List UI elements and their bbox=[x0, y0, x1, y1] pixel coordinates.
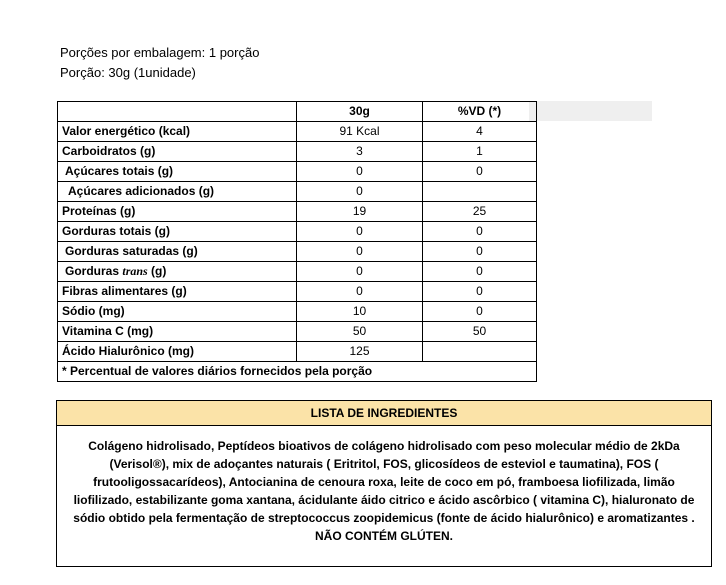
nutrition-table bbox=[57, 101, 537, 382]
nutrient-name: Gorduras saturadas (g) bbox=[58, 242, 297, 262]
nutrient-daily-value: 0 bbox=[423, 162, 537, 182]
nutrient-name: Proteínas (g) bbox=[58, 202, 297, 222]
ingredients-list: Colágeno hidrolisado, Peptídeos bioativos de colágeno hidrolisado com peso molecular médio de 2kDa (Verisol®), mix de adoçantes naturais ( Eritritol, FOS, glicosídeos de esteviol e taumatina), FOS ( frutooligossacarídeos), Antocianina de cenoura roxa, leite de coco em pó, framboesa liofilizada, limão liofilizado, estabilizante goma xantana, ácidulante áido citrico e ácido ascôrbico ( vitamina C), hialuronato de sódio obtido pela fermentação de streptococcus zoopidemicus (fonte de ácido hialurônico) e aromatizantes . bbox=[73, 439, 695, 525]
servings-per-package: Porções por embalagem: 1 porção bbox=[60, 45, 260, 60]
table-row bbox=[58, 122, 537, 142]
nutrient-name: Gorduras totais (g) bbox=[58, 222, 297, 242]
nutrient-value: 0 bbox=[297, 162, 423, 182]
header-portion: 30g bbox=[297, 102, 423, 122]
nutrient-name-prefix: Gorduras bbox=[65, 264, 123, 278]
nutrient-daily-value: 4 bbox=[423, 122, 537, 142]
nutrient-name-trans: trans bbox=[122, 264, 148, 278]
nutrient-value: 0 bbox=[297, 182, 423, 202]
nutrient-value: 50 bbox=[297, 322, 423, 342]
nutrient-name: Ácido Hialurônico (mg) bbox=[58, 342, 297, 362]
nutrient-name: Açúcares totais (g) bbox=[58, 162, 297, 182]
nutrient-value: 0 bbox=[297, 242, 423, 262]
nutrient-value: 3 bbox=[297, 142, 423, 162]
nutrient-name-suffix: (g) bbox=[147, 264, 167, 278]
nutrient-value: 91 Kcal bbox=[297, 122, 423, 142]
table-row bbox=[58, 282, 537, 302]
nutrient-name: Valor energético (kcal) bbox=[58, 122, 297, 142]
nutrient-daily-value: 25 bbox=[423, 202, 537, 222]
nutrient-daily-value: 0 bbox=[423, 262, 537, 282]
table-footnote-row bbox=[58, 362, 537, 382]
table-row bbox=[58, 302, 537, 322]
nutrient-value: 19 bbox=[297, 202, 423, 222]
nutrient-daily-value: 0 bbox=[423, 222, 537, 242]
nutrient-name: Sódio (mg) bbox=[58, 302, 297, 322]
nutrient-value: 0 bbox=[297, 222, 423, 242]
portion-size: Porção: 30g (1unidade) bbox=[60, 65, 196, 80]
table-footnote: * Percentual de valores diários fornecidos pela porção bbox=[58, 362, 537, 382]
table-row bbox=[58, 142, 537, 162]
nutrient-value: 0 bbox=[297, 262, 423, 282]
ingredients-header: LISTA DE INGREDIENTES bbox=[57, 401, 711, 426]
nutrient-name: Vitamina C (mg) bbox=[58, 322, 297, 342]
nutrient-name: Açúcares adicionados (g) bbox=[58, 182, 297, 202]
nutrient-daily-value: 0 bbox=[423, 282, 537, 302]
nutrient-daily-value: 0 bbox=[423, 302, 537, 322]
table-row bbox=[58, 322, 537, 342]
table-row bbox=[58, 182, 537, 202]
gluten-statement: NÃO CONTÉM GLÚTEN. bbox=[315, 529, 453, 543]
ingredients-box bbox=[56, 400, 712, 567]
nutrient-value: 10 bbox=[297, 302, 423, 322]
table-row bbox=[58, 342, 537, 362]
table-row bbox=[58, 162, 537, 182]
ingredients-text-block bbox=[57, 426, 711, 545]
table-row bbox=[58, 202, 537, 222]
nutrient-value: 0 bbox=[297, 282, 423, 302]
header-nutrient bbox=[58, 102, 297, 122]
nutrient-name bbox=[58, 262, 297, 282]
nutrient-daily-value: 50 bbox=[423, 322, 537, 342]
header-daily-value: %VD (*) bbox=[423, 102, 537, 122]
nutrient-daily-value bbox=[423, 182, 537, 202]
nutrient-daily-value: 1 bbox=[423, 142, 537, 162]
table-row bbox=[58, 262, 537, 282]
table-row bbox=[58, 242, 537, 262]
nutrient-name: Carboidratos (g) bbox=[58, 142, 297, 162]
table-header-row bbox=[58, 102, 537, 122]
table-row bbox=[58, 222, 537, 242]
nutrient-name: Fibras alimentares (g) bbox=[58, 282, 297, 302]
nutrient-value: 125 bbox=[297, 342, 423, 362]
nutrient-daily-value bbox=[423, 342, 537, 362]
header-strip bbox=[529, 101, 652, 121]
nutrient-daily-value: 0 bbox=[423, 242, 537, 262]
